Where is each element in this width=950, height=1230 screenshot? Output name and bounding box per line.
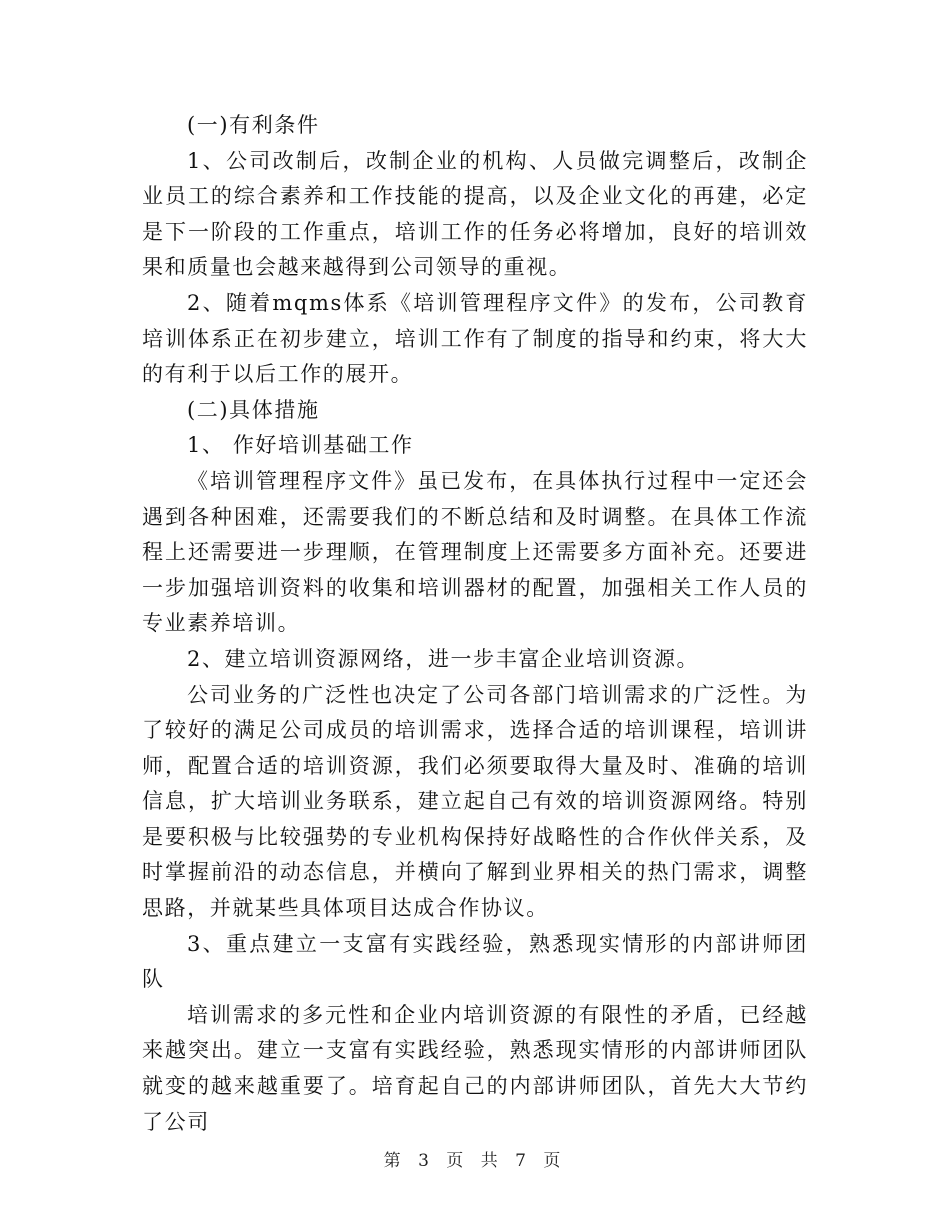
subheading-measure-3: 3、重点建立一支富有实践经验，熟悉现实情形的内部讲师团队 <box>142 931 808 992</box>
subheading-measure-2: 2、建立培训资源网络，进一步丰富企业培训资源。 <box>187 646 700 671</box>
section-heading-specific-measures: (二)具体措施 <box>187 397 320 422</box>
paragraph-favorable-condition-1: 1、公司改制后，改制企业的机构、人员做完调整后，改制企业员工的综合素养和工作技能的提高，以及企业文化的再建，必定是下一阶段的工作重点，培训工作的任务必将增加，良好的培训效果和质量也会越来越得到公司领导的重视。 <box>142 148 808 280</box>
page-footer: 第 3 页 共 7 页 <box>383 1151 567 1171</box>
section-heading-favorable-conditions: (一)有利条件 <box>187 113 320 137</box>
paragraph-measure-1: 《培训管理程序文件》虽已发布，在具体执行过程中一定还会遇到各种困难，还需要我们的不断总结和及时调整。在具体工作流程上还需要进一步理顺，在管理制度上还需要多方面补充。还要进一步加强培训资料的收集和培训器材的配置，加强相关工作人员的专业素养培训。 <box>142 468 808 636</box>
paragraph-measure-2: 公司业务的广泛性也决定了公司各部门培训需求的广泛性。为了较好的满足公司成员的培训需求，选择合适的培训课程，培训讲师，配置合适的培训资源，我们必须要取得大量及时、准确的培训信息，扩大培训业务联系，建立起自己有效的培训资源网络。特别是要积极与比较强势的专业机构保持好战略性的合作伙伴关系，及时掌握前沿的动态信息，并横向了解到业界相关的热门需求，调整思路，并就某些具体项目达成合作协议。 <box>142 682 808 921</box>
paragraph-measure-3: 培训需求的多元性和企业内培训资源的有限性的矛盾，已经越来越突出。建立一支富有实践经验，熟悉现实情形的内部讲师团队就变的越来越重要了。培育起自己的内部讲师团队，首先大大节约了公司 <box>142 1002 808 1134</box>
paragraph-favorable-condition-2: 2、随着mqms体系《培训管理程序文件》的发布，公司教育培训体系正在初步建立，培训工作有了制度的指导和约束，将大大的有利于以后工作的展开。 <box>142 290 808 387</box>
subheading-measure-1: 1、 作好培训基础工作 <box>187 433 414 458</box>
document-body <box>142 108 808 1140</box>
